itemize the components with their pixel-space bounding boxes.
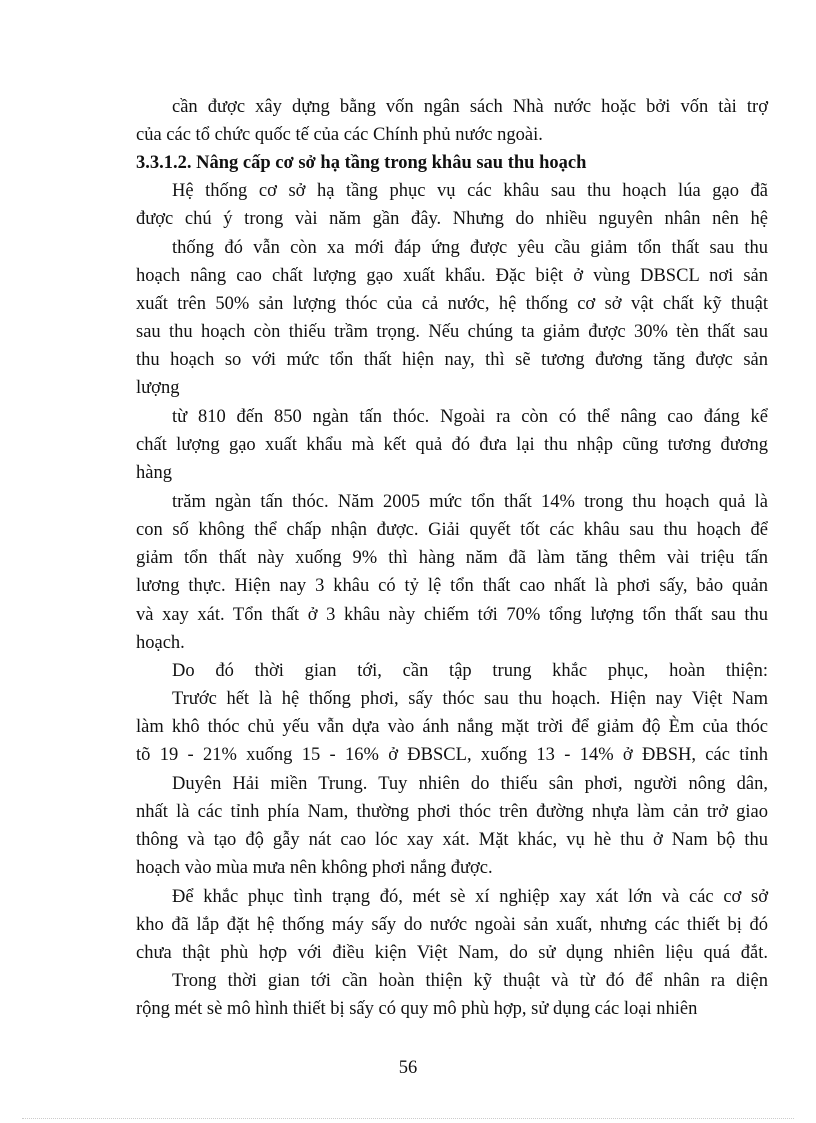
page-bottom-divider: [22, 1118, 794, 1119]
body-line: Trước hết là hệ thống phơi, sấy thóc sau thu hoạch. Hiện nay Việt Nam: [172, 689, 768, 709]
body-line: tõ 19 - 21% xuống 15 - 16% ở ĐBSCL, xuống 13 - 14% ở ĐBSH, các tỉnh: [136, 745, 768, 765]
body-line: cần được xây dựng bằng vốn ngân sách Nhà nước hoặc bởi vốn tài trợ: [172, 97, 768, 117]
body-line: hoạch nâng cao chất lượng gạo xuất khẩu. Đặc biệt ở vùng DBSCL nơi sản: [136, 266, 768, 286]
body-line: hoạch vào mùa mưa nên không phơi nắng được.: [136, 858, 493, 878]
body-line: chất lượng gạo xuất khẩu mà kết quả đó đưa lại thu nhập cũng tương đương: [136, 435, 768, 455]
body-line: nhất là các tỉnh phía Nam, thường phơi thóc trên đường nhựa làm cản trở giao: [136, 802, 768, 822]
body-line: và xay xát. Tổn thất ở 3 khâu này chiếm tới 70% tổng lượng tổn thất sau thu: [136, 605, 768, 625]
body-line: thông và tạo độ gẫy nát cao lóc xay xát. Mặt khác, vụ hè thu ở Nam bộ thu: [136, 830, 768, 850]
body-line: Để khắc phục tình trạng đó, mét sè xí nghiệp xay xát lớn và các cơ sở: [172, 887, 768, 907]
body-line: Duyên Hải miền Trung. Tuy nhiên do thiếu sân phơi, người nông dân,: [172, 774, 768, 794]
body-line: kho đã lắp đặt hệ thống máy sấy do nước ngoài sản xuất, nhưng các thiết bị đó: [136, 915, 768, 935]
body-line: hàng: [136, 463, 172, 483]
page-number: 56: [398, 1058, 418, 1078]
body-line: của các tổ chức quốc tế của các Chính phủ nước ngoài.: [136, 125, 543, 145]
body-line: con số không thể chấp nhận được. Giải quyết tốt các khâu sau thu hoạch để: [136, 520, 768, 540]
body-line: Do đó thời gian tới, cần tập trung khắc phục, hoàn thiện:: [172, 661, 768, 681]
body-line: thu hoạch so với mức tổn thất hiện nay, thì sẽ tương đương tăng được sản: [136, 350, 768, 370]
body-line: giảm tổn thất này xuống 9% thì hàng năm đã làm tăng thêm vài triệu tấn: [136, 548, 768, 568]
body-line: Trong thời gian tới cần hoàn thiện kỹ thuật và từ đó để nhân ra diện: [172, 971, 768, 991]
body-line: từ 810 đến 850 ngàn tấn thóc. Ngoài ra còn có thể nâng cao đáng kể: [172, 407, 768, 427]
body-line: rộng mét sè mô hình thiết bị sấy có quy mô phù hợp, sử dụng các loại nhiên: [136, 999, 698, 1019]
body-line: sau thu hoạch còn thiếu trầm trọng. Nếu chúng ta giảm được 30% tèn thất sau: [136, 322, 768, 342]
body-line: lương thực. Hiện nay 3 khâu có tỷ lệ tổn thất cao nhất là phơi sấy, bảo quản: [136, 576, 768, 596]
section-heading: 3.3.1.2. Nâng cấp cơ sở hạ tầng trong khâu sau thu hoạch: [136, 153, 587, 173]
body-line: thống đó vẫn còn xa mới đáp ứng được yêu cầu giảm tổn thất sau thu: [172, 238, 768, 258]
body-line: lượng: [136, 378, 180, 398]
body-line: Hệ thống cơ sở hạ tầng phục vụ các khâu sau thu hoạch lúa gạo đã: [172, 181, 768, 201]
body-line: trăm ngàn tấn thóc. Năm 2005 mức tổn thất 14% trong thu hoạch quả là: [172, 492, 768, 512]
body-line: chưa thật phù hợp với điều kiện Việt Nam, do sử dụng nhiên liệu quá đắt.: [136, 943, 768, 963]
body-line: hoạch.: [136, 633, 185, 653]
body-line: làm khô thóc chủ yếu vẫn dựa vào ánh nắng mặt trời để giảm độ Èm của thóc: [136, 717, 768, 737]
body-line: được chú ý trong vài năm gần đây. Nhưng do nhiều nguyên nhân nên hệ: [136, 209, 768, 229]
body-line: xuất trên 50% sản lượng thóc của cả nước, hệ thống cơ sở vật chất kỹ thuật: [136, 294, 768, 314]
